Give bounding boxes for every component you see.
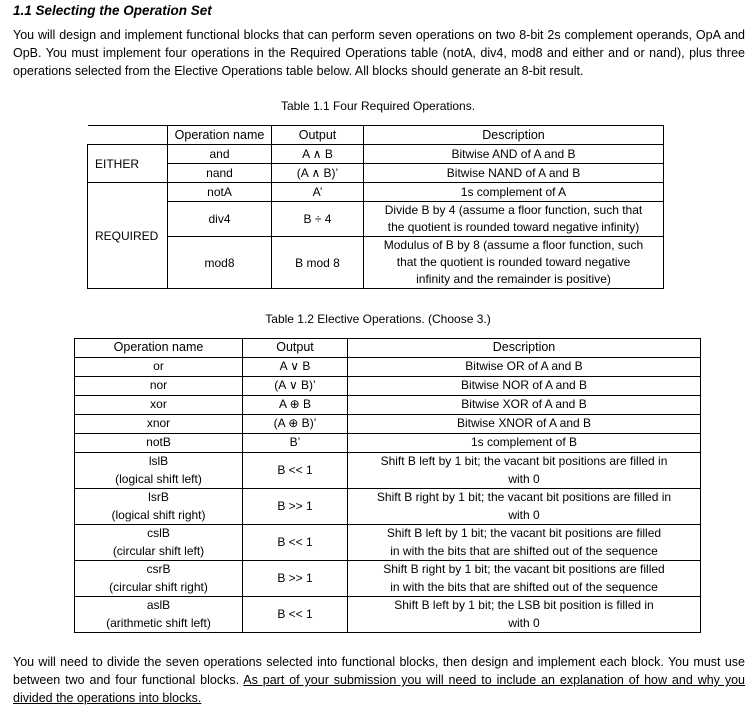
table-row [75, 453, 701, 489]
name-line: (circular shift right) [109, 579, 208, 594]
table-header-row [75, 339, 701, 358]
operation-name [75, 525, 243, 561]
table1-caption: Table 1.1 Four Required Operations. [280, 99, 476, 113]
table-row [75, 434, 701, 453]
outro-plain-text: You will need to divide the seven operations selected into functional blocks, then design and implement each block. You must use between two and four functional blocks. [13, 655, 745, 687]
table-row [88, 164, 664, 183]
description-line: Bitwise XOR of A and B [461, 397, 587, 412]
description-line: Shift B left by 1 bit; the LSB bit position is filled in [394, 598, 654, 612]
name-line: cslB [147, 526, 170, 540]
table-row [88, 183, 664, 202]
name-line: lslB [148, 454, 169, 468]
operation-description [364, 164, 664, 183]
operation-output: A’ [272, 183, 364, 202]
group-label-either: EITHER [88, 145, 168, 183]
table-row [75, 358, 701, 377]
description-line: Modulus of B by 8 (assume a floor function, such [383, 238, 644, 252]
description-line: Shift B right by 1 bit; the vacant bit positions are filled in [376, 490, 672, 504]
description-line: the quotient is rounded toward negative infinity) [387, 220, 640, 234]
operation-name [75, 396, 243, 415]
description-line: infinity and the remainder is positive) [416, 272, 611, 286]
description-line: in with the bits that are shifted out of the sequence [390, 579, 658, 594]
description-line: with 0 [508, 507, 540, 522]
name-line: xnor [146, 416, 171, 431]
elective-operations-table [74, 338, 701, 633]
operation-description [348, 377, 701, 396]
operation-output: B >> 1 [243, 489, 348, 525]
operation-output: B mod 8 [272, 237, 364, 289]
operation-name [75, 597, 243, 633]
operation-output: A ∨ B [243, 358, 348, 377]
operation-name: and [168, 145, 272, 164]
description-line: Bitwise NAND of A and B [446, 165, 581, 180]
operation-name [75, 434, 243, 453]
operation-output: A ∧ B [272, 145, 364, 164]
operation-description [364, 202, 664, 237]
table-row [88, 145, 664, 164]
operation-output: B << 1 [243, 453, 348, 489]
table-row [75, 525, 701, 561]
outro-text [13, 653, 745, 707]
table2-caption: Table 1.2 Elective Operations. (Choose 3.) [265, 312, 491, 326]
description-line: with 0 [508, 615, 540, 630]
operation-output: B << 1 [243, 597, 348, 633]
description-line: Shift B left by 1 bit; the vacant bit positions are filled in [380, 454, 668, 468]
operation-description [364, 183, 664, 202]
description-line: Shift B left by 1 bit; the vacant bit positions are filled [386, 526, 662, 540]
operation-name: nand [168, 164, 272, 183]
header-operation-name: Operation name [168, 126, 272, 145]
operation-output: A ⊕ B [243, 396, 348, 415]
header-output: Output [272, 126, 364, 145]
operation-output: B >> 1 [243, 561, 348, 597]
operation-output: B ÷ 4 [272, 202, 364, 237]
intro-paragraph [13, 26, 745, 80]
name-line: lsrB [148, 490, 169, 504]
operation-name: div4 [168, 202, 272, 237]
description-line: 1s complement of B [470, 435, 578, 450]
section-heading: 1.1 Selecting the Operation Set [13, 3, 212, 18]
empty-header-cell [88, 126, 168, 145]
operation-description [348, 561, 701, 597]
operation-description [348, 415, 701, 434]
table-row [88, 237, 664, 289]
operation-description [364, 237, 664, 289]
name-line: aslB [146, 598, 171, 612]
table-row [75, 597, 701, 633]
operation-output: (A ⊕ B)’ [243, 415, 348, 434]
table-row [75, 415, 701, 434]
description-line: Bitwise XNOR of A and B [456, 416, 592, 431]
outro-paragraph [13, 653, 745, 707]
operation-description [348, 597, 701, 633]
description-line: in with the bits that are shifted out of the sequence [390, 543, 658, 558]
table-row [75, 377, 701, 396]
table-row [75, 561, 701, 597]
name-line: (logical shift right) [111, 507, 206, 522]
operation-name: mod8 [168, 237, 272, 289]
operation-output: (A ∨ B)’ [243, 377, 348, 396]
table-header-row [88, 126, 664, 145]
operation-description [348, 358, 701, 377]
operation-name [75, 415, 243, 434]
header-description: Description [364, 126, 664, 145]
header-description: Description [348, 339, 701, 358]
name-line: or [153, 359, 164, 374]
name-line: csrB [146, 562, 171, 576]
table-row [75, 396, 701, 415]
name-line: (circular shift left) [112, 543, 205, 558]
operation-description [348, 489, 701, 525]
description-line: Divide B by 4 (assume a floor function, such that [384, 203, 643, 217]
operation-output: B << 1 [243, 525, 348, 561]
operation-name [75, 453, 243, 489]
intro-text: You will design and implement functional blocks that can perform seven operations on two 8-bit 2s complement operands, OpA and OpB. You must implement four operations in the Required Operations table (notA, div4, mod8 and either and or nand), plus three operations selected from the Elective Operations table below. All blocks should generate an 8-bit result. [13, 28, 745, 78]
header-output: Output [243, 339, 348, 358]
operation-output: B’ [243, 434, 348, 453]
required-operations-table [87, 125, 664, 289]
operation-description [348, 453, 701, 489]
operation-description [348, 396, 701, 415]
group-label-required: REQUIRED [88, 183, 168, 289]
outro-underlined-text: As part of your submission you will need to include an explanation of how and why you divided the operations into blocks. [13, 673, 745, 705]
description-line: Shift B right by 1 bit; the vacant bit positions are filled [383, 562, 665, 576]
name-line: notB [146, 435, 171, 450]
description-line: Bitwise OR of A and B [465, 359, 583, 374]
operation-name [75, 377, 243, 396]
description-line: 1s complement of A [460, 184, 567, 199]
header-operation-name: Operation name [75, 339, 243, 358]
name-line: (logical shift left) [115, 471, 202, 486]
operation-name [75, 358, 243, 377]
description-line: Bitwise AND of A and B [451, 146, 576, 161]
name-line: (arithmetic shift left) [106, 615, 211, 630]
operation-name: notA [168, 183, 272, 202]
table-row [88, 202, 664, 237]
name-line: xor [150, 397, 167, 412]
table-row [75, 489, 701, 525]
description-line: that the quotient is rounded toward negative [396, 255, 631, 269]
operation-description [364, 145, 664, 164]
operation-description [348, 434, 701, 453]
description-line: Bitwise NOR of A and B [460, 378, 588, 393]
operation-name [75, 489, 243, 525]
name-line: nor [149, 378, 168, 393]
operation-description [348, 525, 701, 561]
description-line: with 0 [508, 471, 540, 486]
operation-output: (A ∧ B)’ [272, 164, 364, 183]
operation-name [75, 561, 243, 597]
